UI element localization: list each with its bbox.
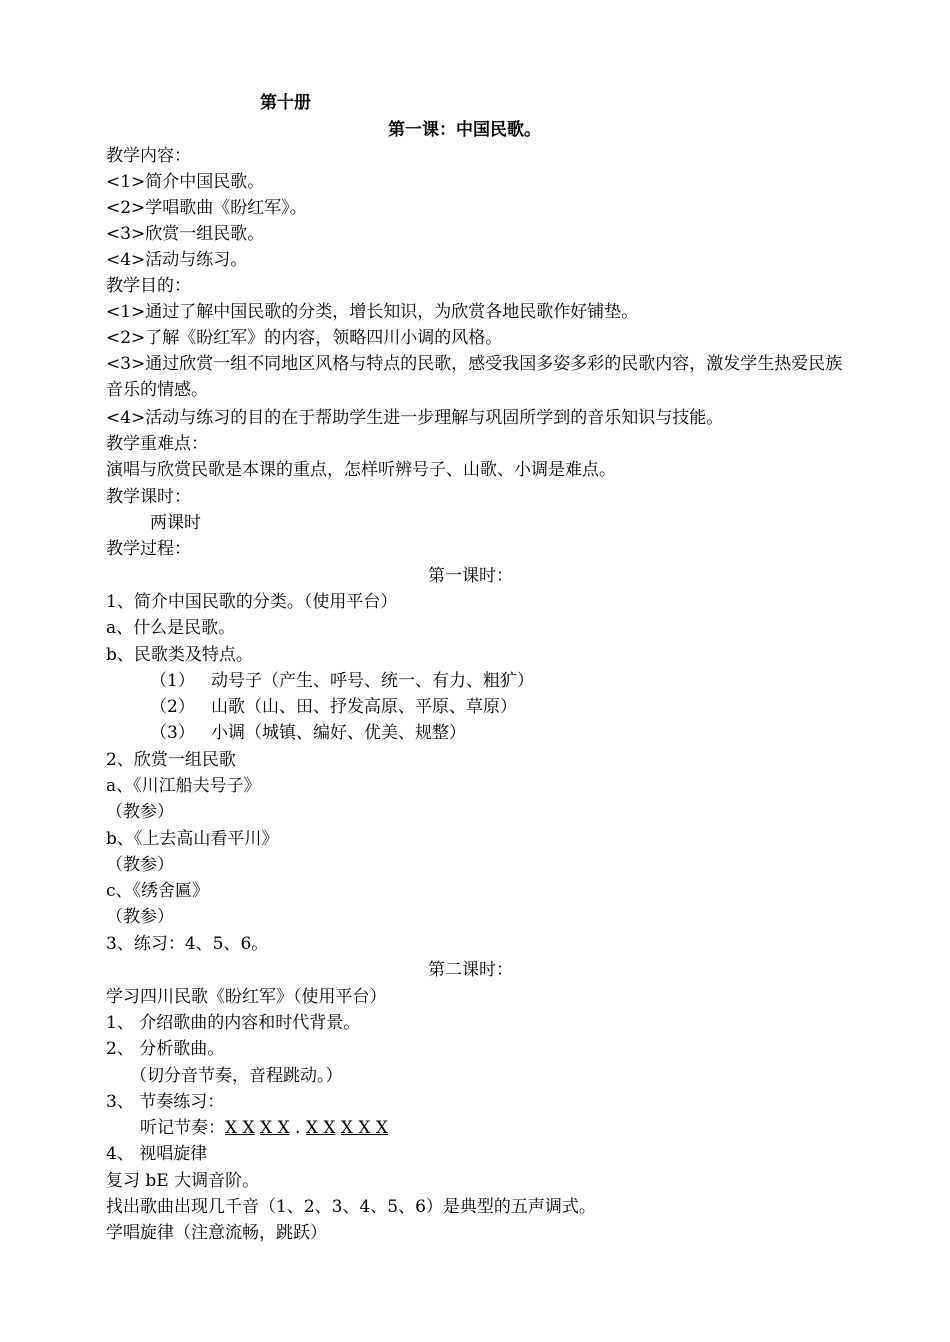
- key-text: 演唱与欣赏民歌是本课的重点，怎样听辨号子、山歌、小调是难点。: [106, 460, 616, 480]
- content-item: <1>简介中国民歌。: [106, 172, 265, 192]
- lesson-title: 第一课：中国民歌。: [388, 120, 541, 140]
- content-item: <4>活动与练习。: [106, 250, 248, 270]
- content-heading: 教学内容：: [106, 146, 191, 166]
- key-heading: 教学重难点：: [106, 434, 208, 454]
- rhythm-label: 听记节奏：: [140, 1118, 225, 1138]
- hours-text: 两课时: [150, 513, 201, 533]
- rhythm-group: X X: [305, 1118, 336, 1138]
- content-item: <2>学唱歌曲《盼红军》。: [106, 198, 307, 218]
- sub-item-number: （1）: [150, 671, 195, 691]
- rhythm-dot: .: [295, 1118, 301, 1138]
- volume-title: 第十册: [260, 93, 311, 113]
- sub-item-text: 动号子（产生、呼号、统一、有力、粗犷）: [211, 671, 534, 691]
- list-item: a、什么是民歌。: [106, 618, 236, 638]
- list-item: c、《绣舍匾》: [106, 881, 210, 901]
- sub-item-text: 小调（城镇、编好、优美、规整）: [211, 723, 466, 743]
- goal-item: <3>通过欣赏一组不同地区风格与特点的民歌，感受我国多姿多彩的民歌内容，激发学生热爱民族音乐的情感。: [106, 354, 843, 400]
- list-item: （教参）: [106, 802, 174, 822]
- rhythm-group: X X: [260, 1118, 290, 1138]
- sub-item-text: 山歌（山、田、抒发高原、平原、草原）: [211, 697, 517, 717]
- content-item: <3>欣赏一组民歌。: [106, 224, 265, 244]
- list-item: 学习四川民歌《盼红军》（使用平台）: [106, 987, 387, 1007]
- list-item: 2、欣赏一组民歌: [106, 750, 236, 770]
- period1-title: 第一课时：: [428, 566, 513, 586]
- list-item: 1、简介中国民歌的分类。（使用平台）: [106, 592, 398, 612]
- list-item: 复习 bE 大调音阶。: [106, 1171, 260, 1191]
- hours-heading: 教学课时：: [106, 487, 191, 507]
- goal-item: <1>通过了解中国民歌的分类，增长知识，为欣赏各地民歌作好铺垫。: [106, 302, 639, 322]
- list-item: 学唱旋律（注意流畅，跳跃）: [106, 1223, 327, 1243]
- list-item: （教参）: [106, 855, 174, 875]
- list-item: b、民歌类及特点。: [106, 645, 253, 665]
- list-item: （切分音节奏，音程跳动。）: [130, 1066, 343, 1086]
- list-item: 2、 分析歌曲。: [106, 1039, 225, 1059]
- period2-title: 第二课时：: [428, 960, 513, 980]
- list-item: b、《上去高山看平川》: [106, 829, 279, 849]
- sub-item-number: （2）: [150, 697, 195, 717]
- list-item: 3、练习：4、5、6。: [106, 934, 269, 954]
- list-item: a、《川江船夫号子》: [106, 776, 261, 796]
- list-item: 3、 节奏练习：: [106, 1092, 225, 1112]
- goal-heading: 教学目的：: [106, 276, 191, 296]
- goal-item: <4>活动与练习的目的在于帮助学生进一步理解与巩固所学到的音乐知识与技能。: [106, 408, 724, 428]
- process-heading: 教学过程：: [106, 539, 191, 559]
- rhythm-line: [140, 1118, 388, 1138]
- list-item: 4、 视唱旋律: [106, 1144, 208, 1164]
- list-item: 1、 介绍歌曲的内容和时代背景。: [106, 1013, 361, 1033]
- list-item: 找出歌曲出现几千音（1、2、3、4、5、6）是典型的五声调式。: [106, 1197, 596, 1217]
- sub-item-number: （3）: [150, 723, 195, 743]
- goal-item: <2>了解《盼红军》的内容，领略四川小调的风格。: [106, 328, 503, 348]
- rhythm-group: X X X: [340, 1118, 388, 1138]
- rhythm-group: X X: [225, 1118, 255, 1138]
- list-item: （教参）: [106, 907, 174, 927]
